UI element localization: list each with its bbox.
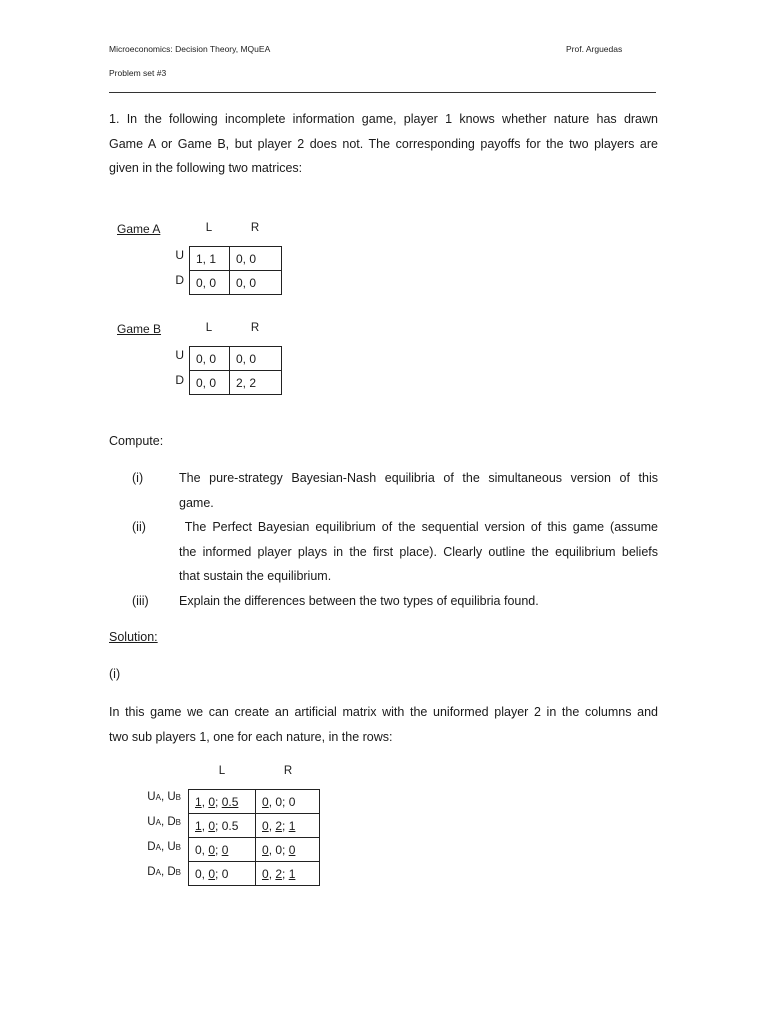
payoff-cell: 0, 0; 0 <box>256 838 320 862</box>
table-row <box>189 814 320 838</box>
solution-paragraph <box>109 700 658 749</box>
combined-col-l: L <box>218 765 226 777</box>
table-row <box>189 790 320 814</box>
question-paragraph <box>109 107 658 181</box>
exercise-line: The pure-strategy Bayesian-Nash equilibria of the simultaneous version of this <box>179 471 658 485</box>
course-title: Microeconomics: Decision Theory, MQuEA <box>109 44 271 54</box>
combined-matrix <box>188 789 320 886</box>
compute-label: Compute: <box>109 434 164 448</box>
payoff-cell: 0, 0 <box>230 347 282 371</box>
exercise-line: game. <box>179 495 214 510</box>
combined-row-label: UA, DB <box>147 816 181 828</box>
game-a-col-r: R <box>250 222 260 234</box>
game-a-row-d: D <box>175 273 184 287</box>
exercise-text <box>179 466 658 515</box>
problem-set-label: Problem set #3 <box>109 68 167 78</box>
payoff-cell: 0, 0; 0 <box>189 862 256 886</box>
payoff-cell: 0, 0 <box>230 271 282 295</box>
exercise-number: (i) <box>132 471 144 485</box>
payoff-cell: 1, 0; 0.5 <box>189 814 256 838</box>
solution-part-label: (i) <box>109 667 121 681</box>
game-b-row-d: D <box>175 373 184 387</box>
exercise-number: (ii) <box>132 520 146 534</box>
payoff-cell: 0, 0 <box>190 347 230 371</box>
payoff-cell: 0, 0; 0 <box>256 790 320 814</box>
exercise-text <box>179 515 658 589</box>
game-b-label: Game B <box>117 322 162 336</box>
professor-name: Prof. Arguedas <box>566 44 623 54</box>
payoff-cell: 0, 0 <box>190 271 230 295</box>
question-line: 1. In the following incomplete information game, player 1 knows whether nature has drawn <box>109 112 658 126</box>
question-line: Game A or Game B, but player 2 does not. The corresponding payoffs for the two players are <box>109 136 658 151</box>
combined-row-label: DA, DB <box>147 866 181 878</box>
payoff-cell: 0, 0 <box>190 371 230 395</box>
game-b-col-r: R <box>250 322 260 334</box>
game-a-label: Game A <box>117 222 161 236</box>
payoff-cell: 0, 2; 1 <box>256 814 320 838</box>
solution-line: two sub players 1, one for each nature, in the rows: <box>109 729 393 744</box>
payoff-cell: 2, 2 <box>230 371 282 395</box>
table-row <box>189 862 320 886</box>
solution-line: In this game we can create an artificial matrix with the uniformed player 2 in the columns and <box>109 705 658 719</box>
payoff-cell: 0, 2; 1 <box>256 862 320 886</box>
header-divider <box>109 92 656 93</box>
combined-col-r: R <box>283 765 293 777</box>
game-a-matrix <box>189 246 282 295</box>
payoff-cell: 1, 0; 0.5 <box>189 790 256 814</box>
combined-row-label: DA, UB <box>147 841 181 853</box>
payoff-cell: 0, 0; 0 <box>189 838 256 862</box>
exercise-number: (iii) <box>132 594 149 608</box>
payoff-cell: 1, 1 <box>190 247 230 271</box>
exercise-line: that sustain the equilibrium. <box>179 569 332 583</box>
exercise-line: The Perfect Bayesian equilibrium of the sequential version of this game (assume <box>179 520 658 534</box>
solution-heading: Solution: <box>109 630 158 644</box>
question-line: given in the following two matrices: <box>109 161 303 175</box>
game-a-col-l: L <box>205 222 213 234</box>
exercise-line: the informed player plays in the first place). Clearly outline the equilibrium beliefs <box>179 544 658 559</box>
table-row <box>189 838 320 862</box>
game-b-col-l: L <box>205 322 213 334</box>
game-b-matrix <box>189 346 282 395</box>
game-b-row-u: U <box>175 348 184 362</box>
exercise-text <box>179 589 658 614</box>
combined-row-label: UA, UB <box>147 791 181 803</box>
payoff-cell: 0, 0 <box>230 247 282 271</box>
exercise-line: Explain the differences between the two types of equilibria found. <box>179 594 539 608</box>
game-a-row-u: U <box>175 248 184 262</box>
